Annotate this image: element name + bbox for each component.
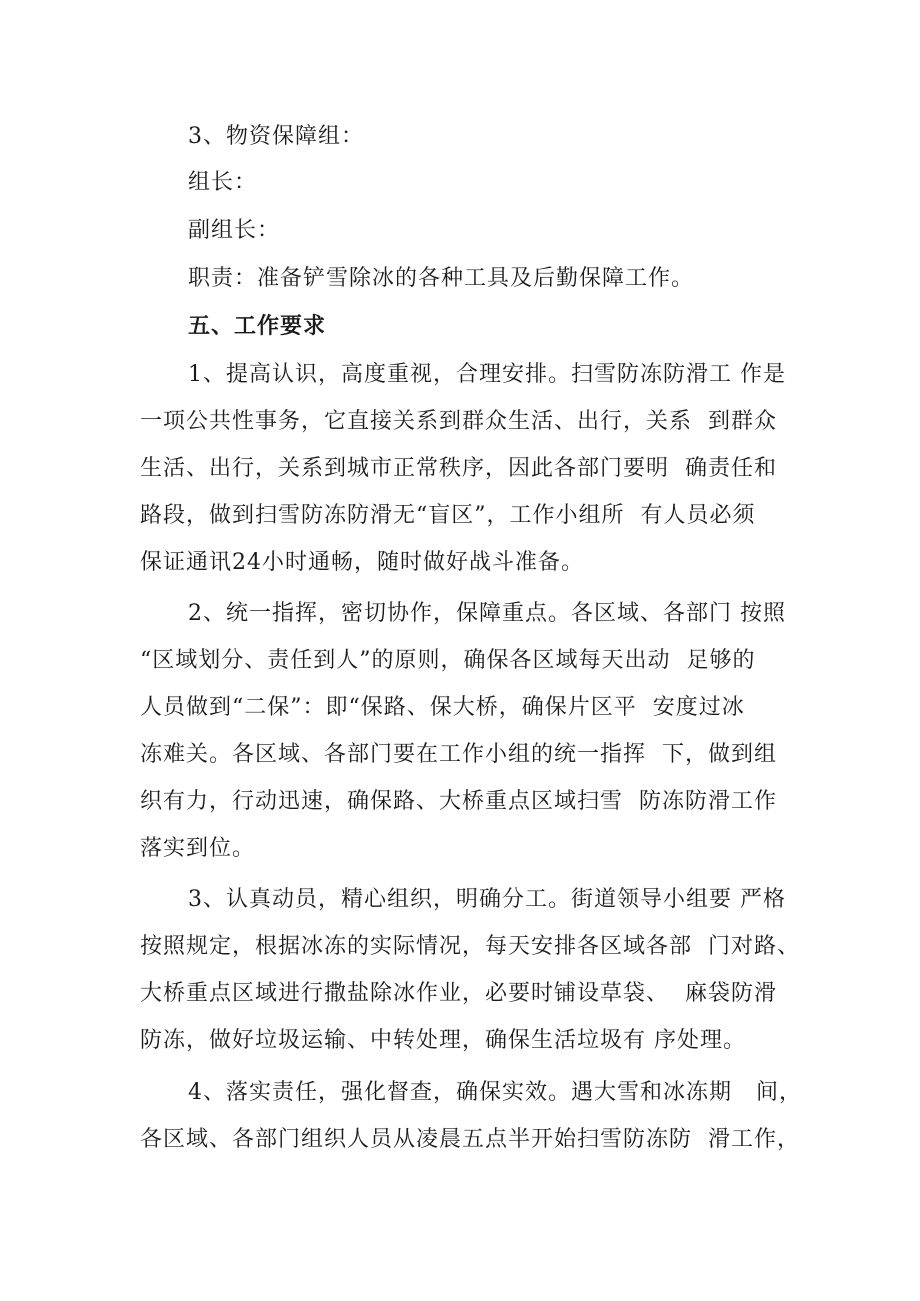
group3-duty: 职责：准备铲雪除冰的各种工具及后勤保障工作。 — [188, 266, 695, 291]
paragraph-4-line-1: 4、落实责任，强化督查，确保实效。遇大雪和冰冻期 间， — [188, 1080, 802, 1105]
paragraph-3-line-1: 3、认真动员，精心组织，明确分工。街道领导小组要 严格 — [188, 887, 786, 912]
paragraph-2-line-3: 人员做到“二保”：即“保路、保大桥，确保片区平 安度过冰 — [140, 695, 745, 720]
paragraph-3-line-4: 防冻，做好垃圾运输、中转处理，确保生活垃圾有 序处理。 — [140, 1028, 746, 1053]
paragraph-2-line-4: 冻难关。各区域、各部门要在工作小组的统一指挥 下，做到组 — [140, 742, 777, 767]
paragraph-2-line-5: 织有力，行动迅速，确保路、大桥重点区域扫雪 防冻防滑工作 — [140, 789, 777, 814]
paragraph-4-line-2: 各区域、各部门组织人员从凌晨五点半开始扫雪防冻防 滑工作， — [140, 1127, 800, 1152]
paragraph-1-line-5: 保证通讯24小时通畅，随时做好战斗准备。 — [140, 550, 584, 575]
group3-title: 3、物资保障组： — [188, 124, 364, 149]
paragraph-3-line-3: 大桥重点区域进行撒盐除冰作业，必要时铺设草袋、 麻袋防滑 — [140, 981, 777, 1006]
paragraph-2-line-2: “区域划分、责任到人”的原则，确保各区域每天出动 足够的 — [140, 648, 756, 673]
paragraph-3-line-2: 按照规定，根据冰冻的实际情况，每天安排各区域各部 门对路、 — [140, 934, 800, 959]
section5-heading: 五、工作要求 — [188, 314, 327, 339]
paragraph-1-line-4: 路段，做到扫雪防冻防滑无“盲区”，工作小组所 有人员必须 — [140, 503, 756, 528]
paragraph-2-line-1: 2、统一指挥，密切协作，保障重点。各区域、各部门 按照 — [188, 601, 786, 626]
paragraph-1-line-3: 生活、出行，关系到城市正常秩序，因此各部门要明 确责任和 — [140, 456, 777, 481]
paragraph-1-line-2: 一项公共性事务，它直接关系到群众生活、出行，关系 到群众 — [140, 409, 777, 434]
group3-deputy-leader: 副组长： — [188, 218, 281, 243]
paragraph-2-line-6: 落实到位。 — [140, 836, 256, 861]
group3-leader: 组长： — [188, 170, 258, 195]
paragraph-1-line-1: 1、提高认识，高度重视，合理安排。扫雪防冻防滑工 作是 — [188, 362, 786, 387]
